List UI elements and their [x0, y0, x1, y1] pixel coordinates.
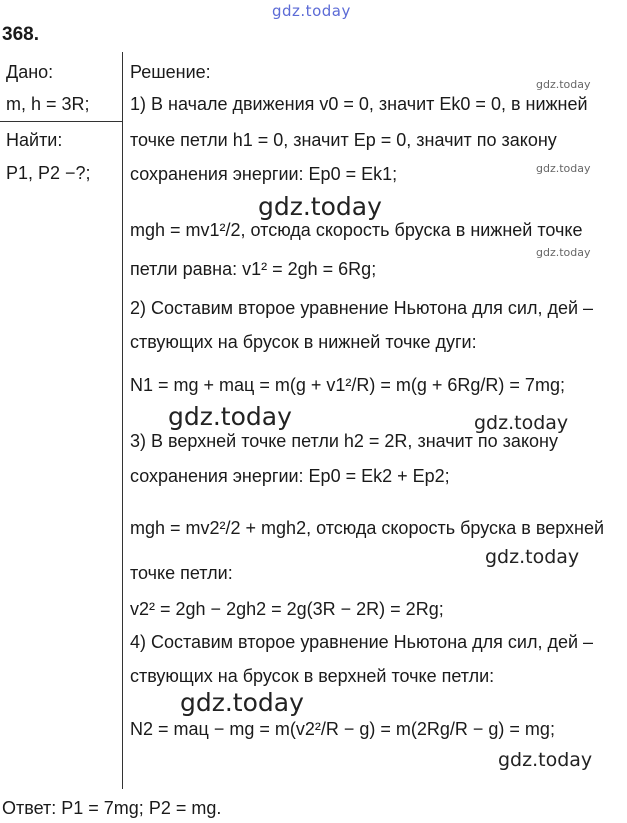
solution-line-16: N2 = maц − mg = m(v2²/R − g) = m(2Rg/R − g) = mg;	[130, 719, 555, 739]
watermark-large-3: gdz.today	[180, 688, 304, 717]
watermark-medium-1: gdz.today	[474, 412, 569, 434]
solution-line-3: сохранения энергии: Ep0 = Ek1;	[130, 164, 398, 184]
divider-vertical	[122, 52, 123, 789]
watermark-medium-3: gdz.today	[498, 749, 593, 771]
watermark-small-1: gdz.today	[536, 78, 591, 91]
solution-line-2: точке петли h1 = 0, значит Ep = 0, значит по закону	[130, 130, 557, 150]
watermark-top: gdz.today	[272, 2, 351, 20]
watermark-small-3: gdz.today	[536, 246, 591, 259]
find-values: P1, P2 −?;	[6, 163, 91, 183]
solution-line-10: сохранения энергии: Ep0 = Ek2 + Ep2;	[130, 466, 450, 486]
solution-line-6: 2) Составим второе уравнение Ньютона для сил, дей –	[130, 298, 594, 318]
solution-line-8: N1 = mg + maц = m(g + v1²/R) = m(g + 6Rg/R) = 7mg;	[130, 375, 565, 395]
watermark-large-1: gdz.today	[258, 192, 382, 221]
solution-line-11: mgh = mv2²/2 + mgh2, отсюда скорость бруска в верхней	[130, 518, 605, 538]
watermark-large-2: gdz.today	[168, 402, 292, 431]
given-label: Дано:	[6, 62, 54, 82]
solution-line-13: v2² = 2gh − 2gh2 = 2g(3R − 2R) = 2Rg;	[130, 599, 444, 619]
watermark-small-2: gdz.today	[536, 162, 591, 175]
given-values: m, h = 3R;	[6, 94, 90, 114]
solution-line-9: 3) В верхней точке петли h2 = 2R, значит по закону	[130, 431, 558, 451]
solution-line-1: 1) В начале движения v0 = 0, значит Ek0 = 0, в нижней	[130, 94, 588, 114]
solution-line-15: ствующих на брусок в верхней точке петли:	[130, 666, 495, 686]
solution-line-4: mgh = mv1²/2, отсюда скорость бруска в нижней точке	[130, 220, 583, 240]
watermark-medium-2: gdz.today	[485, 546, 580, 568]
solution-line-14: 4) Составим второе уравнение Ньютона для сил, дей –	[130, 632, 594, 652]
divider-horizontal	[0, 121, 122, 122]
solution-header: Решение:	[130, 62, 211, 82]
solution-line-12: точке петли:	[130, 563, 233, 583]
solution-line-7: ствующих на брусок в нижней точке дуги:	[130, 332, 477, 352]
problem-number: 368.	[2, 24, 39, 45]
solution-line-5: петли равна: v1² = 2gh = 6Rg;	[130, 259, 377, 279]
answer: Ответ: P1 = 7mg; P2 = mg.	[2, 798, 222, 818]
find-label: Найти:	[6, 130, 63, 150]
